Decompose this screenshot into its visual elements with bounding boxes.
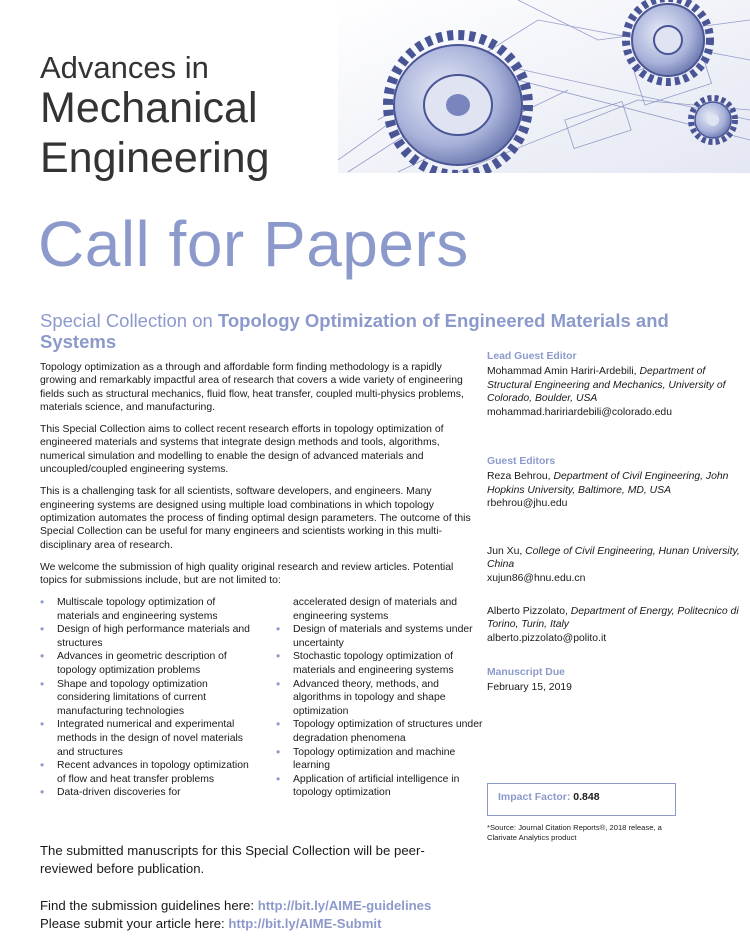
collection-topic: Topology Optimization of Engineered Materials and Systems xyxy=(40,310,669,352)
guest-editors-heading-block xyxy=(487,455,743,511)
guest-editor-info xyxy=(487,470,743,497)
guest-editor-info xyxy=(487,605,743,632)
guest-editor-affiliation: College of Civil Engineering, Hunan University, China xyxy=(487,546,740,571)
guidelines-label: Find the submission guidelines here: xyxy=(40,898,258,913)
topics-column-1 xyxy=(40,596,258,800)
guest-editor-email[interactable]: rbehrou@jhu.edu xyxy=(487,498,568,510)
topic-item: • Data-driven discoveries for xyxy=(40,786,258,800)
topic-item: • Topology optimization and machine learning xyxy=(276,746,488,773)
guest-editor-name: Reza Behrou, xyxy=(487,471,554,483)
topic-item: • Stochastic topology optimization of materials and engineering systems xyxy=(276,650,488,677)
topic-item: • Design of high performance materials and structures xyxy=(40,623,258,650)
topics-column-2 xyxy=(276,596,488,800)
guest-editor-name: Jun Xu, xyxy=(487,546,526,557)
lead-editor-block xyxy=(487,350,743,419)
collection-prefix: Special Collection on xyxy=(40,310,218,331)
topic-item: • Advances in geometric description of topology optimization problems xyxy=(40,650,258,677)
journal-title-line2: Mechanical xyxy=(40,84,258,132)
submit-label: Please submit your article here: xyxy=(40,916,229,931)
body-paragraph: We welcome the submission of high quality original research and review articles. Potential topics for submissions include, but are not limited to: xyxy=(40,561,454,587)
topic-item: • Advanced theory, methods, and algorithms in topology and shape optimization xyxy=(276,678,488,719)
call-for-papers-heading: Call for Papers xyxy=(38,208,469,280)
topic-item: • Application of artificial intelligence in topology optimization xyxy=(276,773,488,800)
journal-title-line1: Advances in xyxy=(40,50,209,85)
submit-link[interactable]: http://bit.ly/AIME-Submit xyxy=(228,916,382,931)
gears-illustration xyxy=(338,0,750,173)
submission-links xyxy=(40,897,431,933)
lead-editor-affiliation: Department of Structural Engineering and Mechanics, University of Colorado, Boulder, USA xyxy=(487,366,726,405)
guidelines-line xyxy=(40,897,431,915)
journal-title-line3: Engineering xyxy=(40,134,270,182)
topic-item: • Recent advances in topology optimization of flow and heat transfer problems xyxy=(40,759,258,786)
special-collection-title xyxy=(40,310,690,352)
impact-factor-value: 0.848 xyxy=(573,791,600,803)
impact-factor-label: Impact Factor: xyxy=(498,791,574,803)
topic-item: • Multiscale topology optimization of materials and engineering systems xyxy=(40,596,258,623)
guest-editors-heading: Guest Editors xyxy=(487,456,556,467)
body-paragraph: This is a challenging task for all scientists, software developers, and engineers. Many engineering systems are designed using multiple load combinations in which topology optimization automates the process of finding optimal design parameters. The outcome of this Special Collection can be useful for many engineers and scientists working in this multi-disciplinary area of research. xyxy=(40,486,471,551)
guest-editor-affiliation: Department of Civil Engineering, John Hopkins University, Baltimore, MD, USA xyxy=(487,471,729,496)
impact-source-note: *Source: Journal Citation Reports®, 2018 release, a Clarivate Analytics product xyxy=(487,823,662,842)
topic-item: • Integrated numerical and experimental methods in the design of novel materials and structures xyxy=(40,718,258,759)
manuscript-due-heading: Manuscript Due xyxy=(487,667,565,678)
main-body xyxy=(40,361,474,596)
guest-editor-affiliation: Department of Energy, Politecnico di Torino, Turin, Italy xyxy=(487,606,739,631)
topic-item: • Design of materials and systems under uncertainty xyxy=(276,623,488,650)
lead-editor-heading: Lead Guest Editor xyxy=(487,351,577,362)
guest-editor-block xyxy=(487,545,743,585)
peer-review-note: The submitted manuscripts for this Special Collection will be peer-reviewed before publication. xyxy=(40,843,425,876)
body-paragraph: Topology optimization as a through and affordable form finding methodology is a rapidly growing and remarkably impactful area of research that covers a wide variety of engineering fields such as structural mechanics, fluid flow, heat transfer, coupled multi-physics problems, materials science, and manufacturing. xyxy=(40,362,464,413)
lead-editor-info xyxy=(487,365,743,405)
manuscript-due-date: February 15, 2019 xyxy=(487,682,572,694)
guest-editor-info xyxy=(487,545,743,572)
topic-item: • Shape and topology optimization considering limitations of current manufacturing technologies xyxy=(40,678,258,719)
lead-editor-email[interactable]: mohammad.haririardebili@colorado.edu xyxy=(487,406,672,418)
topic-item: • Topology optimization of structures under degradation phenomena xyxy=(276,718,488,745)
topic-item-continued: accelerated design of materials and engineering systems xyxy=(293,597,458,622)
manuscript-due-block xyxy=(487,666,743,695)
tiny-gear xyxy=(691,98,735,142)
guest-editor-email[interactable]: alberto.pizzolato@polito.it xyxy=(487,632,607,644)
impact-factor-box xyxy=(487,783,676,816)
guidelines-link[interactable]: http://bit.ly/AIME-guidelines xyxy=(257,898,432,913)
guest-editor-block xyxy=(487,605,743,645)
submit-line xyxy=(40,915,431,933)
lead-editor-name: Mohammad Amin Hariri-Ardebili, xyxy=(487,366,640,378)
body-paragraph: This Special Collection aims to collect recent research efforts in topology optimization of engineered materials and systems that integrate design methods and tools, algorithms, numerical simulation and modelling to enable the design of advanced materials and uncoupled/coupled engineering systems. xyxy=(40,424,444,476)
guest-editor-email[interactable]: xujun86@hnu.edu.cn xyxy=(487,572,586,584)
guest-editor-name: Alberto Pizzolato, xyxy=(487,606,571,617)
